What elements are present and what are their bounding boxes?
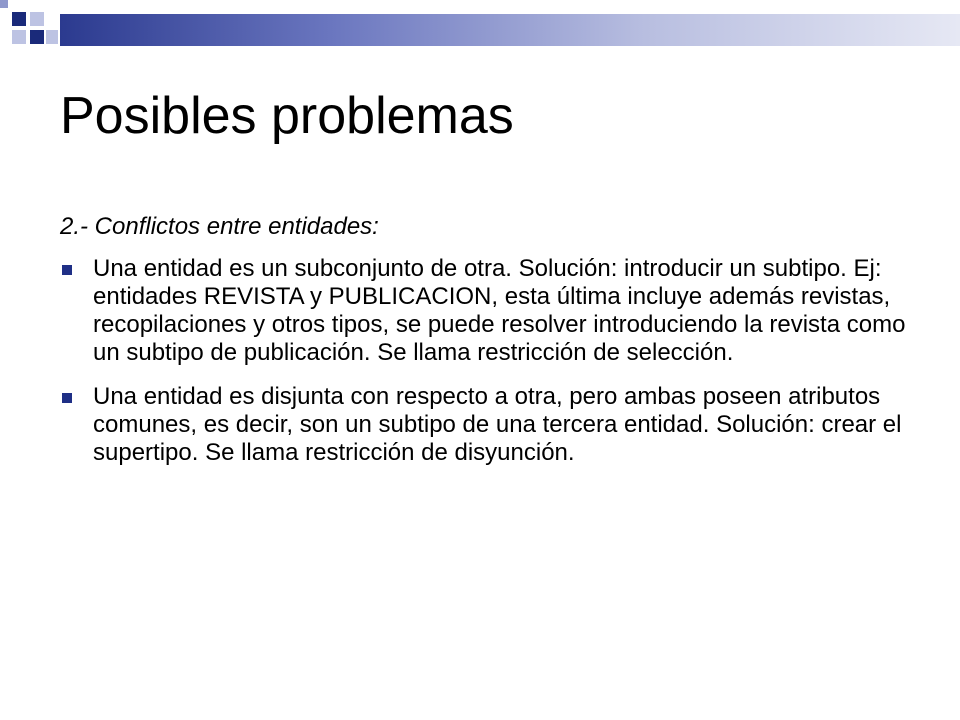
corner-square-decoration: [0, 0, 8, 8]
square-bullet-icon: [62, 265, 72, 275]
square-bullet-icon: [62, 393, 72, 403]
bullet-text: Una entidad es un subconjunto de otra. Solución: introducir un subtipo. Ej: entidades REVISTA y PUBLICACION, esta última incluye además revistas, recopilaciones y otros tipos, se puede resolver introduciendo la revista como un subtipo de publicación. Se llama restricción de selección.: [93, 255, 906, 366]
list-item: [60, 255, 920, 367]
header-gradient-bar: [60, 14, 960, 46]
corner-square-decoration: [12, 12, 26, 26]
slide-title: Posibles problemas: [60, 87, 514, 145]
list-item: [60, 383, 920, 467]
bullet-list: [60, 255, 920, 467]
slide-content: [60, 213, 920, 483]
section-subtitle: 2.- Conflictos entre entidades:: [60, 213, 379, 240]
corner-square-decoration: [30, 30, 44, 44]
bullet-text: Una entidad es disjunta con respecto a otra, pero ambas poseen atributos comunes, es decir, son un subtipo de una tercera entidad. Solución: crear el supertipo. Se llama restricción de disyunción.: [93, 383, 902, 466]
corner-square-decoration: [12, 30, 26, 44]
corner-square-decoration: [30, 12, 44, 26]
corner-square-decoration: [46, 30, 58, 44]
